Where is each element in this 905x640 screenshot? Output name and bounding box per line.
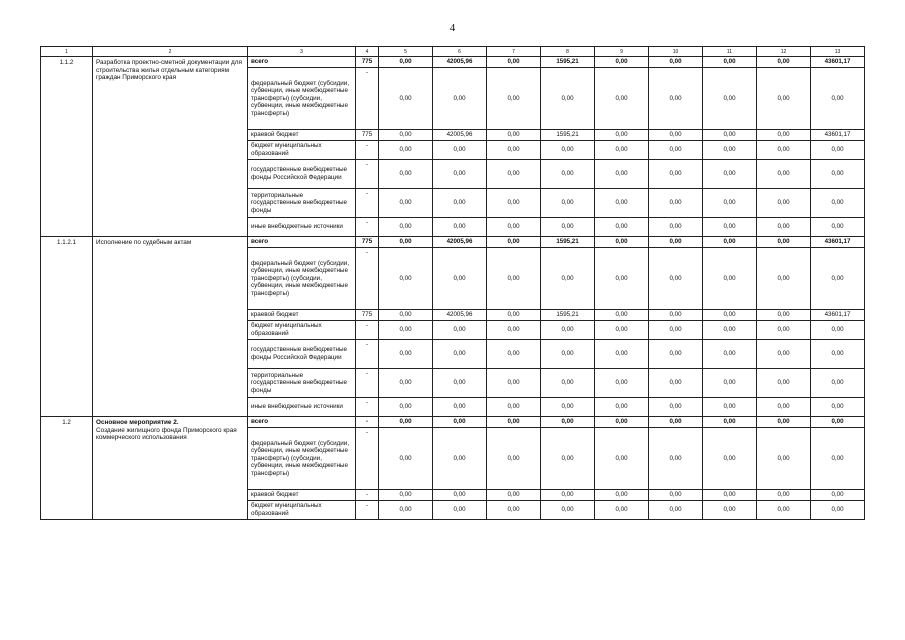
amount-cell: 0,00 xyxy=(379,248,433,310)
amount-cell: 0,00 xyxy=(757,428,811,490)
budget-table xyxy=(40,46,865,520)
amount-cell: 0,00 xyxy=(379,141,433,160)
amount-cell: 0,00 xyxy=(595,310,649,321)
column-number: 2 xyxy=(93,47,248,57)
amount-cell: 0,00 xyxy=(433,490,487,501)
amount-cell: 1595,21 xyxy=(541,310,595,321)
amount-cell: 0,00 xyxy=(433,340,487,369)
amount-cell: 0,00 xyxy=(487,398,541,417)
amount-cell: 0,00 xyxy=(649,130,703,141)
amount-cell: 0,00 xyxy=(649,310,703,321)
column-number: 5 xyxy=(379,47,433,57)
funding-source: федеральный бюджет (субсидии, субвенции, иные межбюджетные трансферты) (субсидии, субвенции, иные межбюджетные трансферты) xyxy=(248,428,356,490)
amount-cell: 0,00 xyxy=(703,369,757,398)
amount-cell: 0,00 xyxy=(379,490,433,501)
amount-cell: 0,00 xyxy=(703,428,757,490)
header-row xyxy=(41,47,865,57)
amount-cell: 42005,96 xyxy=(433,57,487,68)
amount-cell: 0,00 xyxy=(595,490,649,501)
amount-cell: 0,00 xyxy=(811,369,865,398)
amount-cell: 0,00 xyxy=(703,130,757,141)
amount-cell: 0,00 xyxy=(433,321,487,340)
amount-cell: 0,00 xyxy=(595,501,649,520)
amount-cell: 0,00 xyxy=(487,68,541,130)
column-number: 10 xyxy=(649,47,703,57)
budget-code: - xyxy=(356,501,379,520)
funding-source: федеральный бюджет (субсидии, субвенции, иные межбюджетные трансферты) (субсидии, субвенции, иные межбюджетные трансферты) xyxy=(248,68,356,130)
amount-cell: 0,00 xyxy=(379,321,433,340)
amount-cell: 0,00 xyxy=(811,160,865,189)
amount-cell: 0,00 xyxy=(703,340,757,369)
amount-cell: 0,00 xyxy=(811,501,865,520)
item-title xyxy=(93,57,248,237)
amount-cell: 0,00 xyxy=(703,68,757,130)
funding-source: краевой бюджет xyxy=(248,130,356,141)
amount-cell: 0,00 xyxy=(757,490,811,501)
amount-cell: 0,00 xyxy=(595,130,649,141)
amount-cell: 0,00 xyxy=(703,248,757,310)
funding-source: краевой бюджет xyxy=(248,490,356,501)
amount-cell: 0,00 xyxy=(379,160,433,189)
amount-cell: 43601,17 xyxy=(811,130,865,141)
amount-cell: 0,00 xyxy=(541,501,595,520)
amount-cell: 0,00 xyxy=(649,68,703,130)
item-title-text: Исполнение по судебным актам xyxy=(96,239,192,246)
amount-cell: 0,00 xyxy=(649,490,703,501)
amount-cell: 0,00 xyxy=(757,141,811,160)
amount-cell: 0,00 xyxy=(433,417,487,428)
amount-cell: 42005,96 xyxy=(433,310,487,321)
amount-cell: 43601,17 xyxy=(811,57,865,68)
amount-cell: 0,00 xyxy=(433,218,487,237)
budget-code: - xyxy=(356,160,379,189)
funding-source: государственные внебюджетные фонды Российской Федерации xyxy=(248,340,356,369)
amount-cell: 0,00 xyxy=(487,141,541,160)
amount-cell: 0,00 xyxy=(757,130,811,141)
funding-source: иные внебюджетные источники xyxy=(248,218,356,237)
column-number: 4 xyxy=(356,47,379,57)
amount-cell: 0,00 xyxy=(649,417,703,428)
amount-cell: 0,00 xyxy=(649,428,703,490)
amount-cell: 0,00 xyxy=(703,501,757,520)
funding-source: территориальные государственные внебюджетные фонды xyxy=(248,369,356,398)
amount-cell: 0,00 xyxy=(379,340,433,369)
amount-cell: 0,00 xyxy=(379,369,433,398)
amount-cell: 0,00 xyxy=(433,501,487,520)
amount-cell: 0,00 xyxy=(703,160,757,189)
amount-cell: 0,00 xyxy=(541,321,595,340)
amount-cell: 0,00 xyxy=(757,398,811,417)
amount-cell: 0,00 xyxy=(379,398,433,417)
budget-code: - xyxy=(356,428,379,490)
amount-cell: 0,00 xyxy=(703,57,757,68)
amount-cell: 42005,96 xyxy=(433,130,487,141)
amount-cell: 0,00 xyxy=(487,417,541,428)
amount-cell: 0,00 xyxy=(595,428,649,490)
item-title xyxy=(93,237,248,417)
amount-cell: 0,00 xyxy=(379,130,433,141)
amount-cell: 0,00 xyxy=(757,417,811,428)
amount-cell: 0,00 xyxy=(433,369,487,398)
amount-cell: 0,00 xyxy=(487,340,541,369)
funding-source: бюджет муниципальных образований xyxy=(248,321,356,340)
amount-cell: 0,00 xyxy=(433,189,487,218)
amount-cell: 0,00 xyxy=(379,68,433,130)
amount-cell: 0,00 xyxy=(811,428,865,490)
funding-source: бюджет муниципальных образований xyxy=(248,141,356,160)
amount-cell: 0,00 xyxy=(811,141,865,160)
amount-cell: 42005,96 xyxy=(433,237,487,248)
amount-cell: 0,00 xyxy=(649,321,703,340)
amount-cell: 0,00 xyxy=(541,68,595,130)
amount-cell: 0,00 xyxy=(811,189,865,218)
amount-cell: 0,00 xyxy=(649,57,703,68)
amount-cell: 0,00 xyxy=(487,160,541,189)
amount-cell: 0,00 xyxy=(541,218,595,237)
amount-cell: 0,00 xyxy=(757,310,811,321)
amount-cell: 0,00 xyxy=(433,428,487,490)
amount-cell: 0,00 xyxy=(487,490,541,501)
item-code: 1.1.2 xyxy=(41,57,93,237)
amount-cell: 0,00 xyxy=(811,340,865,369)
amount-cell: 0,00 xyxy=(541,340,595,369)
funding-source: всего xyxy=(248,417,356,428)
amount-cell: 0,00 xyxy=(595,237,649,248)
amount-cell: 1595,21 xyxy=(541,130,595,141)
amount-cell: 0,00 xyxy=(379,57,433,68)
amount-cell: 0,00 xyxy=(649,501,703,520)
column-number: 13 xyxy=(811,47,865,57)
funding-source: государственные внебюджетные фонды Российской Федерации xyxy=(248,160,356,189)
item-code: 1.2 xyxy=(41,417,93,520)
amount-cell: 0,00 xyxy=(757,189,811,218)
budget-code: - xyxy=(356,141,379,160)
amount-cell: 1595,21 xyxy=(541,237,595,248)
amount-cell: 0,00 xyxy=(487,501,541,520)
amount-cell: 0,00 xyxy=(649,340,703,369)
funding-source: краевой бюджет xyxy=(248,310,356,321)
table-row xyxy=(41,417,865,428)
funding-source: бюджет муниципальных образований xyxy=(248,501,356,520)
amount-cell: 0,00 xyxy=(433,160,487,189)
amount-cell: 0,00 xyxy=(757,501,811,520)
amount-cell: 0,00 xyxy=(703,490,757,501)
amount-cell: 0,00 xyxy=(487,428,541,490)
column-number: 9 xyxy=(595,47,649,57)
amount-cell: 0,00 xyxy=(433,68,487,130)
amount-cell: 0,00 xyxy=(487,369,541,398)
amount-cell: 0,00 xyxy=(703,141,757,160)
funding-source: всего xyxy=(248,57,356,68)
amount-cell: 0,00 xyxy=(649,237,703,248)
budget-code: - xyxy=(356,248,379,310)
amount-cell: 0,00 xyxy=(487,189,541,218)
amount-cell: 0,00 xyxy=(649,218,703,237)
budget-code: - xyxy=(356,417,379,428)
amount-cell: 0,00 xyxy=(379,218,433,237)
table-row xyxy=(41,57,865,68)
amount-cell: 0,00 xyxy=(811,218,865,237)
amount-cell: 0,00 xyxy=(541,398,595,417)
budget-code: - xyxy=(356,340,379,369)
amount-cell: 0,00 xyxy=(595,321,649,340)
column-number: 1 xyxy=(41,47,93,57)
column-number: 7 xyxy=(487,47,541,57)
amount-cell: 0,00 xyxy=(757,160,811,189)
amount-cell: 0,00 xyxy=(487,237,541,248)
column-number: 6 xyxy=(433,47,487,57)
amount-cell: 0,00 xyxy=(379,501,433,520)
budget-code: - xyxy=(356,369,379,398)
amount-cell: 0,00 xyxy=(757,321,811,340)
amount-cell: 0,00 xyxy=(541,189,595,218)
amount-cell: 0,00 xyxy=(757,218,811,237)
amount-cell: 0,00 xyxy=(487,248,541,310)
budget-code: 775 xyxy=(356,57,379,68)
amount-cell: 0,00 xyxy=(595,68,649,130)
amount-cell: 0,00 xyxy=(811,490,865,501)
item-title xyxy=(93,417,248,520)
item-title-text: Создание жилищного фонда Приморского края коммерческого использования xyxy=(96,426,237,442)
amount-cell: 1595,21 xyxy=(541,57,595,68)
amount-cell: 0,00 xyxy=(757,237,811,248)
funding-source: территориальные государственные внебюджетные фонды xyxy=(248,189,356,218)
amount-cell: 0,00 xyxy=(541,141,595,160)
amount-cell: 0,00 xyxy=(703,310,757,321)
budget-code: - xyxy=(356,218,379,237)
amount-cell: 0,00 xyxy=(595,189,649,218)
amount-cell: 0,00 xyxy=(433,398,487,417)
amount-cell: 0,00 xyxy=(595,369,649,398)
amount-cell: 0,00 xyxy=(703,189,757,218)
amount-cell: 0,00 xyxy=(541,417,595,428)
amount-cell: 0,00 xyxy=(649,189,703,218)
budget-code: - xyxy=(356,189,379,218)
amount-cell: 0,00 xyxy=(811,398,865,417)
amount-cell: 0,00 xyxy=(757,57,811,68)
amount-cell: 0,00 xyxy=(811,68,865,130)
amount-cell: 0,00 xyxy=(595,398,649,417)
amount-cell: 0,00 xyxy=(595,340,649,369)
amount-cell: 0,00 xyxy=(541,160,595,189)
amount-cell: 0,00 xyxy=(703,321,757,340)
amount-cell: 0,00 xyxy=(379,417,433,428)
budget-code: - xyxy=(356,68,379,130)
amount-cell: 0,00 xyxy=(811,248,865,310)
amount-cell: 0,00 xyxy=(541,428,595,490)
amount-cell: 0,00 xyxy=(541,490,595,501)
amount-cell: 0,00 xyxy=(703,398,757,417)
amount-cell: 0,00 xyxy=(595,57,649,68)
column-number: 12 xyxy=(757,47,811,57)
amount-cell: 0,00 xyxy=(379,237,433,248)
amount-cell: 0,00 xyxy=(595,248,649,310)
amount-cell: 0,00 xyxy=(649,369,703,398)
amount-cell: 0,00 xyxy=(487,310,541,321)
amount-cell: 0,00 xyxy=(703,417,757,428)
budget-code: 775 xyxy=(356,237,379,248)
amount-cell: 0,00 xyxy=(649,398,703,417)
amount-cell: 0,00 xyxy=(811,321,865,340)
budget-code: 775 xyxy=(356,310,379,321)
amount-cell: 0,00 xyxy=(541,369,595,398)
funding-source: федеральный бюджет (субсидии, субвенции, иные межбюджетные трансферты) (субсидии, субвенции, иные межбюджетные трансферты) xyxy=(248,248,356,310)
amount-cell: 43601,17 xyxy=(811,310,865,321)
funding-source: всего xyxy=(248,237,356,248)
budget-code: 775 xyxy=(356,130,379,141)
amount-cell: 0,00 xyxy=(379,428,433,490)
amount-cell: 0,00 xyxy=(649,160,703,189)
amount-cell: 0,00 xyxy=(595,417,649,428)
amount-cell: 43601,17 xyxy=(811,237,865,248)
amount-cell: 0,00 xyxy=(379,189,433,218)
amount-cell: 0,00 xyxy=(433,248,487,310)
item-title-text: Разработка проектно-сметной документации для строительства жилья отдельным категориям граждан Приморского края xyxy=(96,59,242,82)
amount-cell: 0,00 xyxy=(595,160,649,189)
amount-cell: 0,00 xyxy=(487,218,541,237)
budget-code: - xyxy=(356,321,379,340)
funding-source: иные внебюджетные источники xyxy=(248,398,356,417)
amount-cell: 0,00 xyxy=(757,68,811,130)
amount-cell: 0,00 xyxy=(433,141,487,160)
amount-cell: 0,00 xyxy=(379,310,433,321)
column-number: 8 xyxy=(541,47,595,57)
table-row xyxy=(41,237,865,248)
amount-cell: 0,00 xyxy=(757,340,811,369)
amount-cell: 0,00 xyxy=(595,218,649,237)
item-title-bold: Основное мероприятие 2. xyxy=(96,419,179,426)
amount-cell: 0,00 xyxy=(703,218,757,237)
column-number: 11 xyxy=(703,47,757,57)
amount-cell: 0,00 xyxy=(487,130,541,141)
amount-cell: 0,00 xyxy=(811,417,865,428)
amount-cell: 0,00 xyxy=(541,248,595,310)
page-number: 4 xyxy=(449,22,456,34)
amount-cell: 0,00 xyxy=(487,321,541,340)
budget-code: - xyxy=(356,398,379,417)
amount-cell: 0,00 xyxy=(595,141,649,160)
amount-cell: 0,00 xyxy=(649,141,703,160)
item-code: 1.1.2.1 xyxy=(41,237,93,417)
amount-cell: 0,00 xyxy=(757,369,811,398)
column-number: 3 xyxy=(248,47,356,57)
amount-cell: 0,00 xyxy=(649,248,703,310)
amount-cell: 0,00 xyxy=(757,248,811,310)
amount-cell: 0,00 xyxy=(703,237,757,248)
amount-cell: 0,00 xyxy=(487,57,541,68)
budget-code: - xyxy=(356,490,379,501)
